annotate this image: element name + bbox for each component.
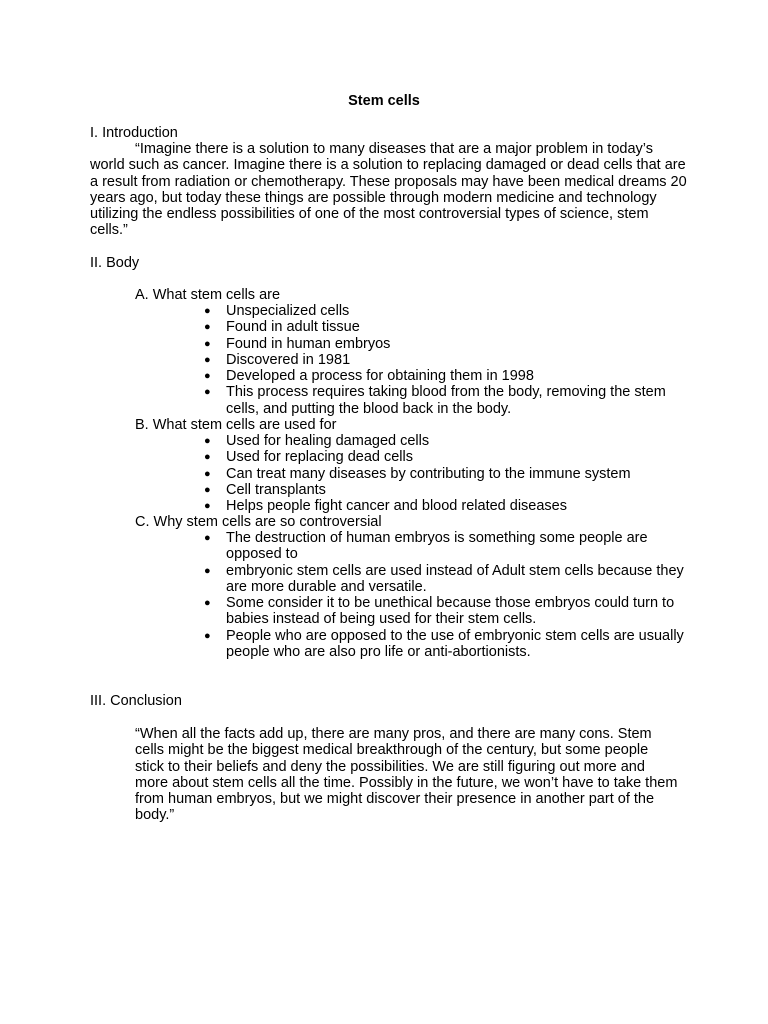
list-item-text: Used for replacing dead cells (226, 449, 413, 466)
bullet-icon: ● (204, 467, 211, 480)
bullet-icon: ● (204, 370, 211, 383)
body-heading: II. Body (90, 255, 140, 271)
introduction-heading: I. Introduction (90, 125, 178, 141)
list-item (0, 368, 688, 384)
bullet-icon: ● (204, 451, 211, 464)
section-c-bullet-list (0, 530, 688, 660)
conclusion-paragraph: “When all the facts add up, there are many pros, and there are many cons. Stem cells might be the biggest medical breakthrough of the century, but some people stick to their beliefs and deny the possibilities. We are still figuring out more and more about stem cells all the time. Possibly in the future, we won’t have to take them from human embryos, but we might discover their presence in another part of the body.” (135, 726, 678, 824)
document-title: Stem cells (348, 93, 420, 109)
list-item (0, 482, 688, 498)
section-c-heading: C. Why stem cells are so controversial (135, 514, 382, 530)
bullet-icon: ● (204, 564, 211, 577)
list-item (0, 384, 688, 417)
list-item (0, 466, 688, 482)
bullet-icon: ● (204, 305, 211, 317)
list-item-text: Unspecialized cells (226, 303, 350, 319)
list-item-text: Developed a process for obtaining them in 1998 (226, 368, 534, 385)
list-item (0, 319, 688, 335)
list-item-text: Some consider it to be unethical because those embryos could turn to babies instead of being used for their stem cells. (226, 595, 675, 628)
conclusion-heading: III. Conclusion (90, 693, 182, 709)
list-item (0, 433, 688, 449)
section-a-heading: A. What stem cells are (135, 287, 281, 303)
list-item (0, 628, 688, 661)
bullet-icon: ● (204, 483, 211, 496)
section-b-heading: B. What stem cells are used for (135, 417, 337, 433)
list-item (0, 303, 688, 319)
introduction-paragraph: “Imagine there is a solution to many diseases that are a major problem in today’s world such as cancer. Imagine there is a solution to replacing damaged or dead cells that are a result from radiation or chemotherapy. These proposals may have been medical dreams 20 years ago, but today these things are possible through modern medicine and technology utilizing the endless possibilities of one of the most controversial types of science, stem cells.” (90, 141, 687, 239)
bullet-icon: ● (204, 353, 211, 366)
list-item (0, 336, 688, 352)
bullet-icon: ● (204, 337, 211, 350)
list-item-text: Used for healing damaged cells (226, 433, 430, 449)
list-item-text: Discovered in 1981 (226, 351, 351, 368)
list-item-text: Found in adult tissue (226, 319, 360, 336)
bullet-icon: ● (204, 435, 211, 447)
bullet-icon: ● (204, 532, 211, 544)
list-item-text: embryonic stem cells are used instead of Adult stem cells because they are more durable and versatile. (226, 562, 684, 595)
list-item (0, 563, 688, 596)
list-item (0, 530, 688, 563)
list-item-text: Helps people fight cancer and blood related diseases (226, 498, 567, 515)
list-item (0, 595, 688, 628)
list-item-text: This process requires taking blood from the body, removing the stem cells, and putting the blood back in the body. (226, 384, 666, 417)
bullet-icon: ● (204, 629, 211, 642)
bullet-icon: ● (204, 386, 211, 399)
list-item-text: Cell transplants (226, 481, 326, 498)
list-item-text: Found in human embryos (226, 335, 391, 352)
list-item (0, 449, 688, 465)
bullet-icon: ● (204, 500, 211, 513)
list-item-text: People who are opposed to the use of embryonic stem cells are usually people who are also pro life or anti-abortionists. (226, 627, 684, 661)
bullet-icon: ● (204, 321, 211, 334)
section-b-bullet-list (0, 433, 688, 514)
list-item (0, 352, 688, 368)
list-item-text: The destruction of human embryos is something some people are opposed to (226, 530, 648, 563)
bullet-icon: ● (204, 597, 211, 610)
list-item-text: Can treat many diseases by contributing to the immune system (226, 465, 631, 482)
section-a-bullet-list (0, 303, 688, 417)
list-item (0, 498, 688, 514)
